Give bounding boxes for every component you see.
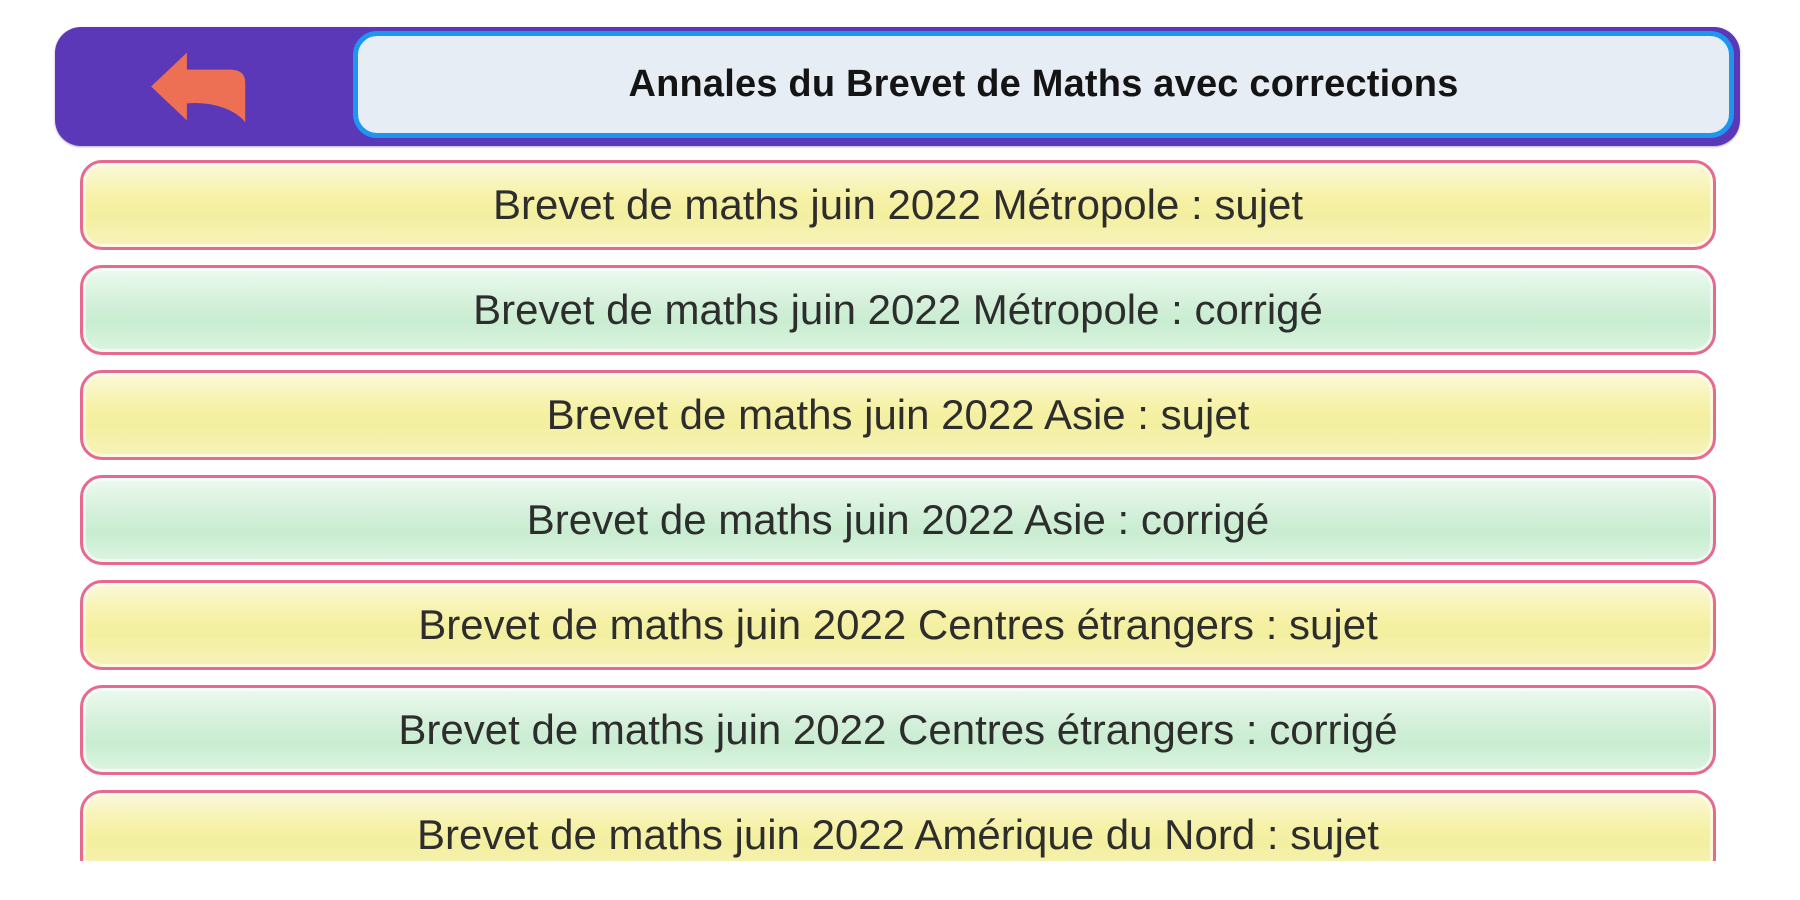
exam-list-item-label: Brevet de maths juin 2022 Centres étrangers : sujet	[418, 601, 1378, 648]
exam-list-item-label: Brevet de maths juin 2022 Asie : sujet	[546, 391, 1250, 438]
back-arrow-icon	[151, 47, 257, 127]
back-button[interactable]	[55, 27, 353, 146]
exam-list-item[interactable]	[80, 580, 1716, 670]
exam-list-item[interactable]	[80, 685, 1716, 775]
exam-list-item[interactable]	[80, 265, 1716, 355]
exam-list-item[interactable]	[80, 475, 1716, 565]
exam-list-item[interactable]	[80, 370, 1716, 460]
exam-list-item[interactable]	[80, 160, 1716, 250]
exam-list-item-label: Brevet de maths juin 2022 Asie : corrigé	[526, 496, 1270, 543]
exam-list-item-label: Brevet de maths juin 2022 Centres étrangers : corrigé	[398, 706, 1398, 753]
exam-list-item-label: Brevet de maths juin 2022 Amérique du Nord : sujet	[417, 811, 1379, 858]
exam-list-item[interactable]	[80, 790, 1716, 861]
title-bar	[353, 31, 1734, 138]
exam-list-item-label: Brevet de maths juin 2022 Métropole : corrigé	[473, 286, 1323, 333]
exam-list-item-label: Brevet de maths juin 2022 Métropole : sujet	[492, 181, 1304, 228]
header-bar	[55, 27, 1740, 146]
page-title: Annales du Brevet de Maths avec corrections	[628, 63, 1459, 105]
